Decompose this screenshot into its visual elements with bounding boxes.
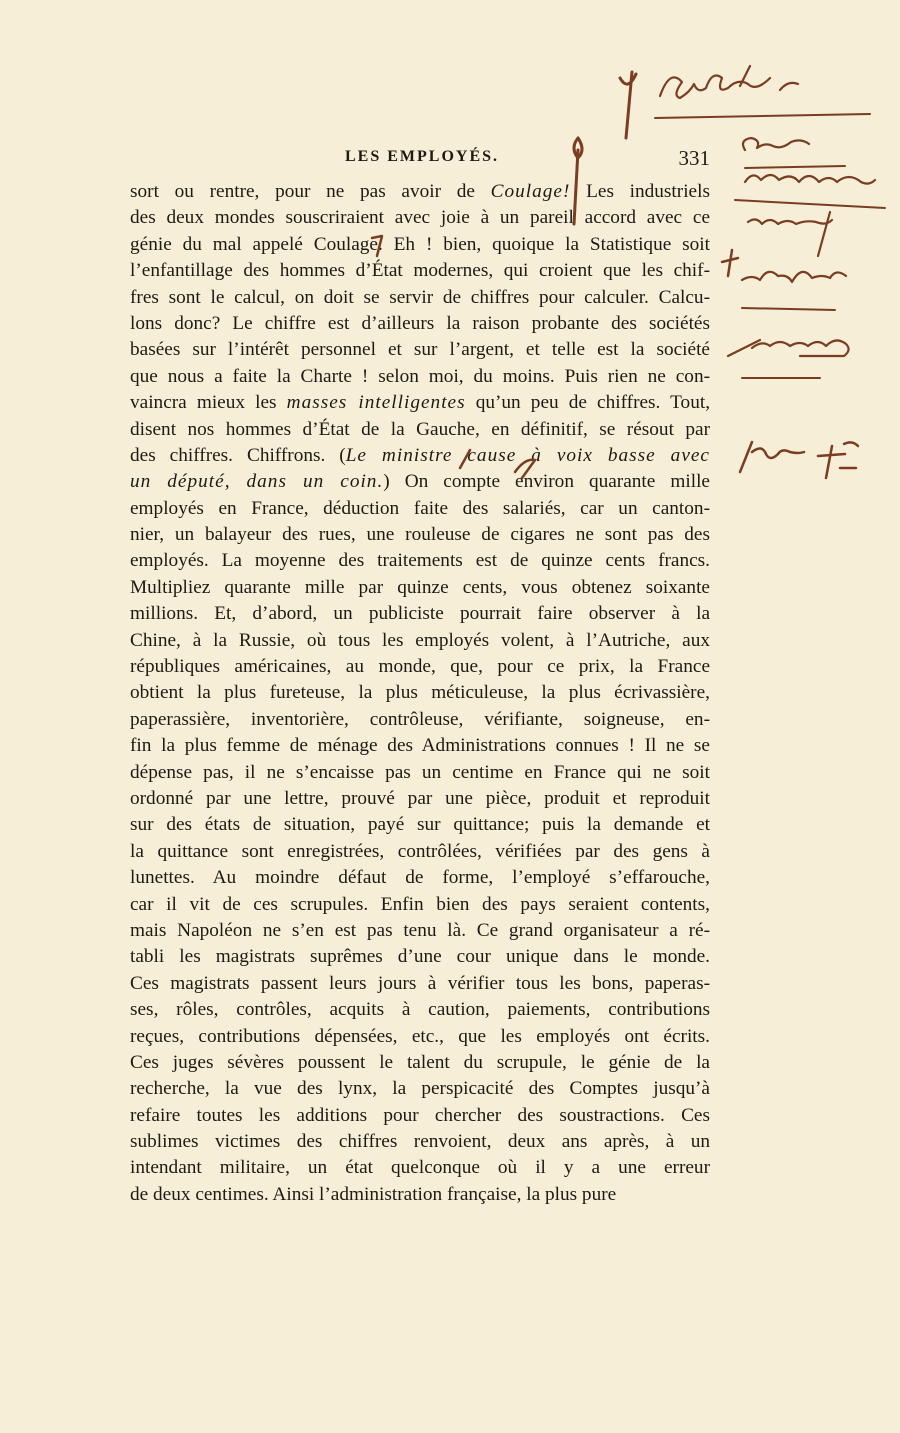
italic-text: un député, dans un coin. — [130, 471, 384, 493]
text-segment: employés. La moyenne des traitements est de quinze cents francs. — [130, 550, 710, 572]
text-segment: basées sur l’intérêt personnel et sur l’argent, et telle est la société — [130, 339, 710, 361]
italic-text: masses intelligentes — [286, 392, 466, 414]
text-segment: républiques américaines, au monde, que, pour ce prix, la France — [130, 656, 710, 678]
italic-text: Le ministre cause à voix basse avec — [345, 444, 710, 466]
text-segment: fin la plus femme de ménage des Administrations connues ! Il ne se — [130, 735, 710, 757]
text-segment: Multipliez quarante mille par quinze cents, vous obtenez soixante — [130, 576, 710, 598]
text-segment: des chiffres. Chiffrons. ( — [130, 444, 346, 466]
text-segment: Ces magistrats passent leurs jours à vérifier tous les bons, paperas- — [130, 972, 710, 994]
text-segment: sur des états de situation, payé sur quittance; puis la demande et — [130, 814, 710, 836]
text-segment: obtient la plus fureteuse, la plus méticuleuse, la plus écrivassière, — [130, 682, 710, 704]
text-segment: millions. Et, d’abord, un publiciste pourrait faire observer à la — [130, 603, 710, 625]
text-segment: des deux mondes souscriraient avec joie à un pareil accord avec ce — [130, 207, 710, 229]
text-segment: disent nos hommes d’État de la Gauche, en définitif, se résout par — [130, 418, 710, 440]
text-segment: ses, rôles, contrôles, acquits à caution, paiements, contributions — [130, 999, 710, 1021]
text-segment: qu’un peu de chiffres. Tout, — [465, 392, 711, 414]
text-segment: lunettes. Au moindre défaut de forme, l’employé s’effarouche, — [130, 867, 710, 889]
text-segment: lons donc? Le chiffre est d’ailleurs la raison probante des sociétés — [130, 312, 710, 334]
text-segment: mais Napoléon ne s’en est pas tenu là. Ce grand organisateur a ré- — [130, 919, 710, 941]
text-segment: car il vit de ces scrupules. Enfin bien des pays seraient contents, — [130, 893, 710, 915]
running-head-title: LES EMPLOYÉS. — [345, 148, 500, 165]
text-segment: ) On compte environ quarante mille — [383, 471, 710, 493]
text-segment: la quittance sont enregistrées, contrôlées, vérifiées par des gens à — [130, 840, 710, 862]
text-segment: fres sont le calcul, on doit se servir de chiffres pour calculer. Calcu- — [130, 286, 710, 308]
text-segment: ordonné par une lettre, prouvé par une pièce, produit et reproduit — [130, 787, 710, 809]
text-segment: nier, un balayeur des rues, une rouleuse de cigares ne sont pas des — [130, 524, 710, 546]
text-segment: refaire toutes les additions pour chercher des soustractions. Ces — [130, 1104, 710, 1126]
text-segment: génie du mal appelé Coulage. Eh ! bien, quoique la Statistique soit — [130, 233, 710, 255]
text-segment: sublimes victimes des chiffres renvoient, deux ans après, à un — [130, 1131, 710, 1153]
text-segment: reçues, contributions dépensées, etc., que les employés ont écrits. — [130, 1025, 710, 1047]
text-segment: tabli les magistrats suprêmes d’une cour unique dans le monde. — [130, 946, 710, 968]
text-segment: recherche, la vue des lynx, la perspicacité des Comptes jusqu’à — [130, 1078, 710, 1100]
text-segment: de deux centimes. Ainsi l’administration française, la plus pure — [130, 1183, 617, 1205]
italic-text: Coulage! — [490, 181, 571, 202]
text-segment: vaincra mieux les — [130, 392, 287, 414]
text-segment: dépense pas, il ne s’encaisse pas un centime en France qui ne soit — [130, 761, 710, 783]
text-segment: sort ou rentre, pour ne pas avoir de — [130, 181, 491, 202]
text-segment: Chine, à la Russie, où tous les employés volent, à l’Autriche, aux — [130, 629, 710, 651]
text-segment: Les industriels — [570, 181, 710, 202]
text-segment: paperassière, inventorière, contrôleuse, vérifiante, soigneuse, en- — [130, 708, 710, 730]
text-segment: l’enfantillage des hommes d’État modernes, qui croient que les chif- — [130, 260, 710, 282]
text-segment: Ces juges sévères poussent le talent du scrupule, le génie de la — [130, 1051, 710, 1073]
text-segment: que nous a faite la Charte ! selon moi, du moins. Puis rien ne con- — [130, 365, 710, 387]
page-number: 331 — [678, 146, 710, 170]
insertion-mark-icon — [574, 138, 582, 224]
text-segment: intendant militaire, un état quelconque où il y a une erreur — [130, 1157, 710, 1179]
text-segment: employés en France, déduction faite des salariés, car un canton- — [130, 497, 710, 519]
